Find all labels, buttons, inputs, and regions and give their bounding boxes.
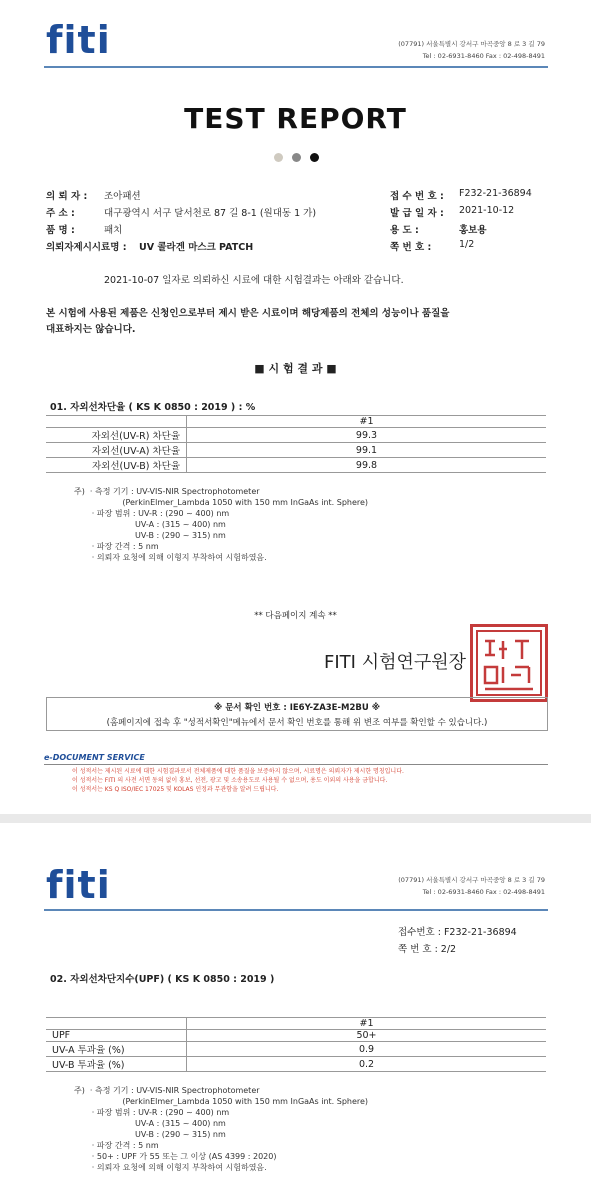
seal-icon — [473, 627, 545, 699]
row-value: 0.9 — [187, 1042, 547, 1057]
receipt-no-value: F232-21-36894 — [459, 188, 532, 199]
header-rule — [44, 66, 548, 68]
table-row — [46, 1030, 546, 1042]
uv-blocking-table — [46, 415, 546, 473]
table-row — [46, 428, 546, 443]
table-header-row — [46, 416, 546, 428]
table-header-sample: #1 — [187, 416, 547, 428]
sample-name-value: UV 콜라겐 마스크 PATCH — [139, 242, 254, 253]
issue-date-label: 발 급 일 자 : — [390, 208, 444, 219]
disclaimer-line-1: 본 시험에 사용된 제품은 신청인으로부터 제시 받은 시료이며 해당제품의 전체의 성능이나 품질을 — [46, 308, 450, 319]
decor-dot-2 — [292, 153, 301, 162]
row-value: 0.2 — [187, 1057, 547, 1072]
receipt-no-label: 접 수 번 호 : — [390, 191, 444, 202]
contact-text: Tel : 02-6931-8460 Fax : 02-498-8491 — [422, 888, 545, 896]
table-header-row — [46, 1018, 546, 1030]
footer-line-3: 이 성적서는 KS Q ISO/IEC 17025 및 KOLAS 인정과 무관함을 알려 드립니다. — [72, 786, 279, 793]
purpose-value: 홍보용 — [459, 225, 487, 236]
footer-line-2: 이 성적서는 FITI 의 사전 서면 동의 없이 홍보, 선전, 광고 및 소송용도로 사용될 수 없으며, 용도 이외의 사용을 금합니다. — [72, 777, 388, 784]
report-title: TEST REPORT — [184, 102, 407, 135]
table-row — [46, 443, 546, 458]
section-1-title: 01. 자외선차단율 ( KS K 0850 : 2019 ) : % — [50, 402, 256, 413]
row-value: 99.8 — [187, 458, 547, 473]
official-seal — [470, 624, 548, 702]
product-label: 품 명 : — [46, 225, 75, 236]
address-value: 대구광역시 서구 달서천로 87 길 8-1 (원대동 1 가) — [104, 208, 317, 219]
decor-dot-1 — [274, 153, 283, 162]
report-page-2 — [0, 823, 591, 1195]
fiti-logo: fiti — [46, 863, 111, 907]
row-label: UV-B 투과율 (%) — [46, 1057, 187, 1072]
issue-date-value: 2021-10-12 — [459, 205, 515, 216]
document-check-number: ※ 문서 확인 번호 : IE6Y-ZA3E-M2BU ※ — [213, 703, 380, 713]
receipt-no: 접수번호 : F232-21-36894 — [398, 927, 517, 938]
client-label: 의 뢰 자 : — [46, 191, 88, 202]
row-label: 자외선(UV-B) 차단율 — [46, 458, 187, 473]
sample-name-label: 의뢰자제시시료명 : — [46, 242, 127, 253]
institute-signature: FITI 시험연구원장 — [324, 652, 467, 673]
table-header-empty — [46, 416, 187, 428]
address-label: 주 소 : — [46, 208, 75, 219]
fiti-logo: fiti — [46, 18, 111, 62]
row-label: UV-A 투과율 (%) — [46, 1042, 187, 1057]
decor-dot-3 — [310, 153, 319, 162]
row-label: 자외선(UV-A) 차단율 — [46, 443, 187, 458]
footer-line-1: 이 성적서는 제시된 시료에 대한 시험결과로서 전체제품에 대한 품질을 보증하지 않으며, 시료명은 의뢰자가 제시한 명칭입니다. — [72, 768, 404, 775]
measurement-notes: 주) · 측정 기기 : UV-VIS-NIR Spectrophotometer (PerkinElmer_Lambda 1050 with 150 mm InGaAs int. Sphere) · 파장 범위 : UV-R : (290 ~ 400) nm UV-A : (315 ~ 400) nm UV-B : (290 ~ 315) nm · 파장 간격 : 5 nm · 의뢰자 요청에 의해 이형지 부착하여 시험하였음. — [74, 487, 369, 562]
header-rule — [44, 909, 548, 911]
table-row — [46, 1057, 546, 1072]
row-label: UPF — [46, 1030, 187, 1042]
result-heading: ■ 시 험 결 과 ■ — [254, 362, 337, 375]
row-value: 99.1 — [187, 443, 547, 458]
row-value: 99.3 — [187, 428, 547, 443]
page-no-value: 1/2 — [459, 239, 475, 250]
intro-text: 2021-10-07 일자로 의뢰하신 시료에 대한 시험결과는 아래와 같습니다. — [104, 275, 404, 286]
table-header-sample: #1 — [187, 1018, 547, 1030]
footer-rule — [44, 764, 548, 765]
product-value: 패치 — [104, 225, 123, 236]
table-row — [46, 458, 546, 473]
row-label: 자외선(UV-R) 차단율 — [46, 428, 187, 443]
address-text: (07791) 서울특별시 강서구 마곡중앙 8 로 3 길 79 — [398, 40, 545, 48]
continued-note: ** 다음페이지 계속 ** — [254, 611, 337, 621]
page-no-label: 쪽 번 호 : — [390, 242, 432, 253]
disclaimer-line-2: 대표하지는 않습니다. — [46, 324, 136, 335]
client-value: 조아패션 — [104, 191, 141, 202]
edocument-service-title: e-DOCUMENT SERVICE — [44, 753, 145, 762]
table-header-empty — [46, 1018, 187, 1030]
measurement-notes: 주) · 측정 기기 : UV-VIS-NIR Spectrophotometer (PerkinElmer_Lambda 1050 with 150 mm InGaAs int. Sphere) · 파장 범위 : UV-R : (290 ~ 400) nm UV-A : (315 ~ 400) nm UV-B : (290 ~ 315) nm · 파장 간격 : 5 nm · 50+ : UPF 가 55 또는 그 이상 (AS 4399 : 2020) · 의뢰자 요청에 의해 이형지 부착하여 시험하였음. — [74, 1086, 369, 1172]
purpose-label: 용 도 : — [390, 225, 419, 236]
header-address — [398, 874, 545, 898]
table-row — [46, 1042, 546, 1057]
upf-table — [46, 1017, 546, 1072]
header-address — [398, 38, 545, 62]
document-check-description: (홈페이지에 접속 후 "성적서확인"메뉴에서 문서 확인 번호를 통해 위 변조 여부를 확인할 수 있습니다.) — [106, 718, 488, 728]
document-check-box — [46, 697, 548, 731]
contact-text: Tel : 02-6931-8460 Fax : 02-498-8491 — [422, 52, 545, 60]
row-value: 50+ — [187, 1030, 547, 1042]
section-2-title: 02. 자외선차단지수(UPF) ( KS K 0850 : 2019 ) — [50, 974, 275, 985]
page-no: 쪽 번 호 : 2/2 — [398, 944, 457, 955]
address-text: (07791) 서울특별시 강서구 마곡중앙 8 로 3 길 79 — [398, 876, 545, 884]
